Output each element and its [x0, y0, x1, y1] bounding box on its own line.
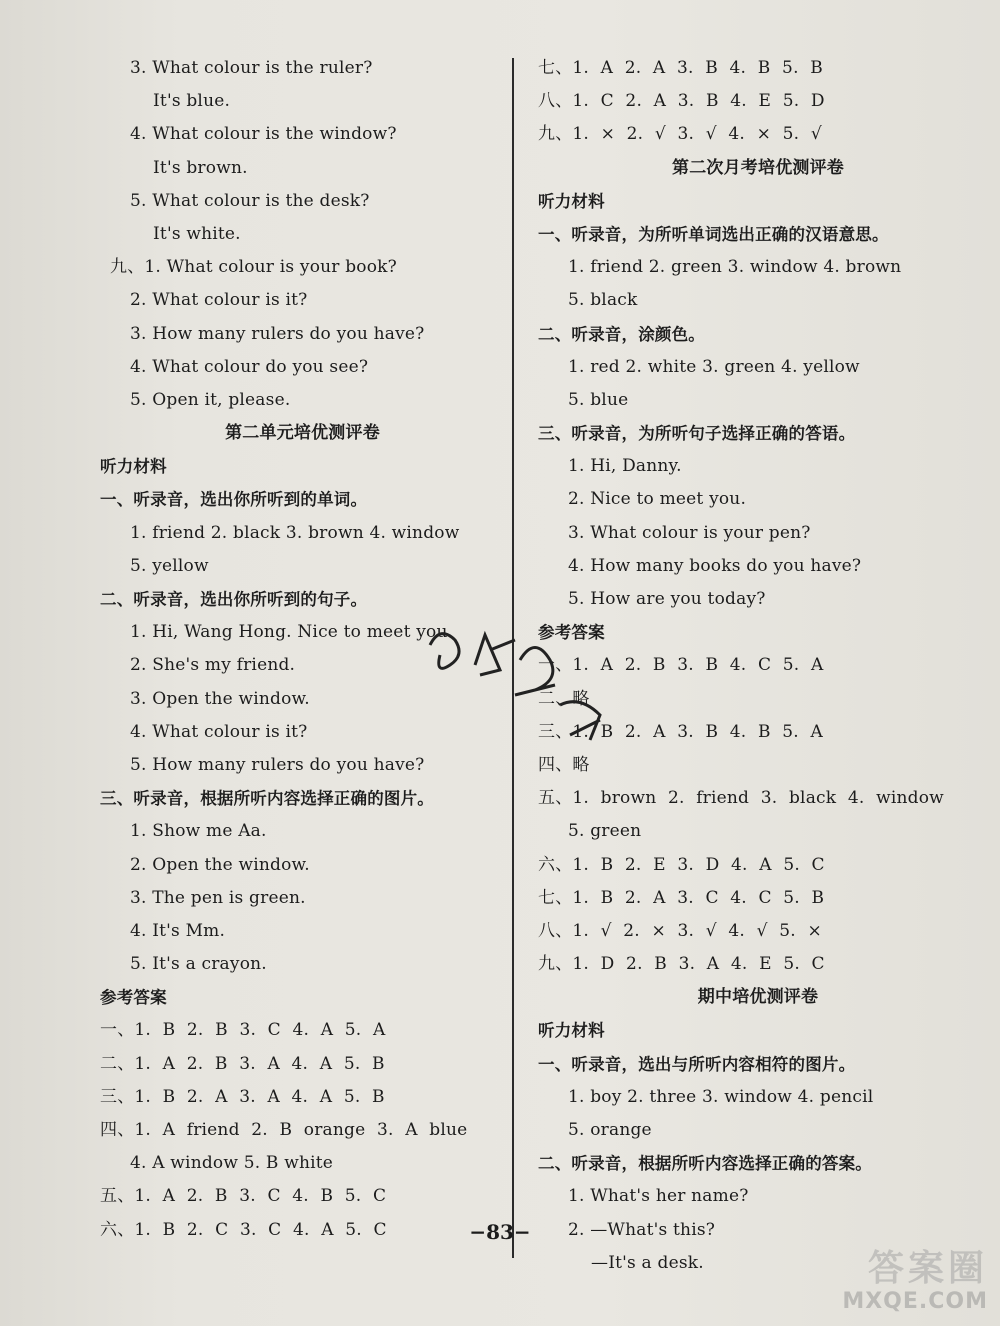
text-line: It's brown.: [153, 157, 248, 178]
subsection-label: 听力材料: [100, 457, 167, 477]
answer-line: 九、1. × 2. √ 3. √ 4. × 5. √: [538, 124, 822, 145]
text-line: —It's a desk.: [591, 1252, 704, 1273]
answer-line: 六、1. B 2. E 3. D 4. A 5. C: [538, 854, 825, 875]
text-line: 1. Hi, Danny.: [568, 456, 682, 477]
section-heading: 第二次月考培优测评卷: [672, 157, 844, 178]
text-line: 4. What colour is it?: [130, 721, 308, 742]
text-line: 5. How are you today?: [568, 589, 766, 609]
text-line: 1. Show me Aa.: [130, 821, 267, 842]
text-line: 2. Nice to meet you.: [568, 489, 747, 510]
subsection-label: 参考答案: [100, 988, 167, 1008]
answer-line: 四、1. A friend 2. B orange 3. A blue: [100, 1120, 468, 1140]
question-instruction: 二、听录音，涂颜色。: [538, 324, 705, 344]
text-line: It's blue.: [153, 91, 231, 112]
text-line: 4. It's Mm.: [130, 920, 226, 941]
question-instruction: 一、听录音，选出与所听内容相符的图片。: [538, 1054, 856, 1074]
question-instruction: 二、听录音，选出你所听到的句子。: [100, 590, 368, 609]
text-line: 3. The pen is green.: [130, 887, 306, 908]
text-line: 5. Open it, please.: [130, 389, 291, 410]
answer-line: 七、1. B 2. A 3. C 4. C 5. B: [538, 887, 825, 908]
question-instruction: 三、听录音，为所听句子选择正确的答语。: [538, 424, 856, 444]
answer-line: 二、1. A 2. B 3. A 4. A 5. B: [100, 1053, 385, 1074]
text-line: 4. What colour is the window?: [130, 124, 397, 145]
text-line: 5. It's a crayon.: [130, 954, 267, 975]
question-instruction: 三、听录音，根据所听内容选择正确的图片。: [100, 789, 434, 809]
page-number: −83−: [469, 1220, 531, 1244]
watermark-logo: 答案圈: [867, 1248, 988, 1289]
text-line: 1. friend 2. black 3. brown 4. window: [130, 522, 460, 543]
text-line: 4. How many books do you have?: [568, 555, 862, 576]
subsection-label: 听力材料: [538, 1021, 605, 1041]
text-line: 2. She's my friend.: [130, 655, 296, 676]
text-line: 3. What colour is the ruler?: [130, 58, 373, 78]
text-line: 3. Open the window.: [130, 688, 310, 709]
text-line: 4. A window 5. B white: [130, 1153, 334, 1174]
answer-line: 七、1. A 2. A 3. B 4. B 5. B: [538, 58, 823, 78]
answer-line: 八、1. √ 2. × 3. √ 4. √ 5. ×: [538, 920, 822, 941]
answer-line: 一、1. B 2. B 3. C 4. A 5. A: [100, 1020, 386, 1041]
text-line: 4. What colour do you see?: [130, 356, 369, 377]
answer-line: 五、1. A 2. B 3. C 4. B 5. C: [100, 1186, 387, 1207]
handwritten-scribble: [420, 605, 630, 755]
answer-line: 六、1. B 2. C 3. C 4. A 5. C: [100, 1219, 387, 1240]
text-line: 1. boy 2. three 3. window 4. pencil: [568, 1086, 874, 1107]
text-line: 1. What's her name?: [568, 1186, 749, 1207]
text-line: 2. —What's this?: [568, 1219, 716, 1240]
section-heading: 第二单元培优测评卷: [225, 423, 380, 444]
text-line: 3. What colour is your pen?: [568, 522, 811, 543]
text-line: 5. black: [568, 290, 638, 311]
answer-line: 八、1. C 2. A 3. B 4. E 5. D: [538, 91, 825, 112]
text-line: 1. Hi, Wang Hong. Nice to meet you.: [130, 622, 454, 643]
text-line: 1. red 2. white 3. green 4. yellow: [568, 356, 860, 377]
question-instruction: 一、听录音，选出你所听到的单词。: [100, 490, 368, 510]
text-line: 2. Open the window.: [130, 854, 310, 875]
question-instruction: 二、听录音，根据所听内容选择正确的答案。: [538, 1154, 872, 1174]
answer-line: 四、略: [538, 754, 590, 775]
text-line: 5. How many rulers do you have?: [130, 754, 425, 775]
answer-line: 五、1. brown 2. friend 3. black 4. window: [538, 788, 944, 809]
text-line: 5. yellow: [130, 555, 209, 576]
text-line: 5. orange: [568, 1120, 652, 1140]
answer-line: 三、1. B 2. A 3. A 4. A 5. B: [100, 1086, 385, 1107]
subsection-label: 听力材料: [538, 191, 605, 211]
answer-line: 二、略: [538, 688, 590, 709]
text-line: 5. green: [568, 821, 642, 842]
text-line: 3. How many rulers do you have?: [130, 323, 425, 344]
answer-line: 一、1. A 2. B 3. B 4. C 5. A: [538, 655, 824, 676]
question-instruction: 一、听录音，为所听单词选出正确的汉语意思。: [538, 224, 889, 244]
watermark-site: MXQE.COM: [842, 1289, 988, 1314]
text-line: 5. What colour is the desk?: [130, 190, 370, 211]
subsection-label: 参考答案: [538, 623, 605, 643]
text-line: 1. friend 2. green 3. window 4. brown: [568, 257, 902, 278]
answer-line: 三、1. B 2. A 3. B 4. B 5. A: [538, 721, 823, 742]
text-line: 2. What colour is it?: [130, 290, 308, 311]
answer-line: 九、1. D 2. B 3. A 4. E 5. C: [538, 954, 825, 975]
text-line: It's white.: [153, 223, 241, 244]
section-heading: 期中培优测评卷: [697, 987, 819, 1008]
text-line: 九、1. What colour is your book?: [110, 257, 397, 278]
text-line: 5. blue: [568, 389, 629, 410]
watermark: [788, 1240, 988, 1320]
